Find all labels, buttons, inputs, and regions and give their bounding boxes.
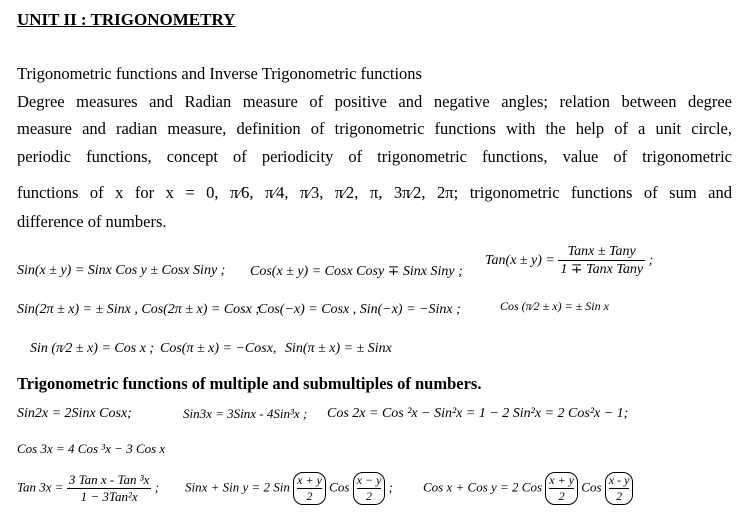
- tan3x-end: ;: [154, 479, 160, 495]
- formula-sin2x: Sin2x = 2Sinx Cosx;: [17, 406, 132, 421]
- cos-sum-arg1: [545, 472, 578, 505]
- tan3x-denominator: 1 − 3Tan²x: [80, 489, 138, 504]
- formula-sin3x: Sin3x = 3Sinx - 4Sin³x ;: [183, 406, 308, 421]
- cos-sum-arg2: [605, 472, 634, 505]
- sin-sum-arg2-num: x − y: [356, 473, 382, 487]
- intro-line-4: periodic functions, concept of periodicity of trigonometric functions, value of trigonometric: [17, 147, 732, 166]
- formula-2pi: Sin(2π ± x) = ± Sinx , Cos(2π ± x) = Cosx ;: [17, 302, 260, 317]
- formula-negative: Cos(−x) = Cosx , Sin(−x) = −Sinx ;: [258, 302, 461, 317]
- formula-cos2x: Cos 2x = Cos ²x − Sin²x = 1 − 2 Sin²x = 2 Cos²x − 1;: [327, 406, 629, 421]
- tan3x-fraction: [67, 472, 152, 505]
- sin-sum-arg1-den: 2: [306, 489, 313, 503]
- cos-sum-lhs: Cos x + Cos y = 2 Cos: [423, 479, 543, 495]
- intro-line-1: Trigonometric functions and Inverse Trigonometric functions: [17, 64, 422, 83]
- tan3x-lhs: Tan 3x =: [17, 479, 64, 495]
- formula-tan-sum: [485, 244, 653, 278]
- sin-sum-arg2-den: 2: [366, 489, 373, 503]
- tan-sum-lhs: Tan(x ± y) =: [485, 253, 555, 269]
- formula-cos-pi: Cos(π ± x) = −Cosx,: [160, 341, 277, 356]
- tan-sum-fraction: [558, 244, 645, 278]
- cos-sum-cos: Cos: [581, 479, 602, 495]
- formula-sin-sum-product: [185, 472, 393, 505]
- tan-sum-numerator: Tanx ± Tany: [558, 244, 645, 261]
- formula-cos3x: Cos 3x = 4 Cos ³x − 3 Cos x: [17, 441, 166, 456]
- intro-line-2: Degree measures and Radian measure of positive and negative angles; relation between degree: [17, 92, 732, 111]
- tan-sum-denominator: 1 ∓ Tanx Tany: [560, 262, 644, 277]
- formula-sin-half-pi: Sin (π⁄2 ± x) = Cos x ;: [30, 341, 155, 356]
- formula-tan3x: [17, 472, 159, 505]
- cos-sum-arg2-num: x - y: [608, 473, 630, 487]
- formula-sin-pi: Sin(π ± x) = ± Sinx: [285, 341, 392, 356]
- formula-sin-sum: Sin(x ± y) = Sinx Cos y ± Cosx Siny ;: [17, 263, 226, 278]
- sin-sum-arg2: [353, 472, 386, 505]
- cos-sum-arg1-den: 2: [558, 489, 565, 503]
- unit-title: UNIT II : TRIGONOMETRY: [17, 10, 236, 29]
- section-heading: Trigonometric functions of multiple and submultiples of numbers.: [17, 374, 482, 393]
- intro-line-3: measure and radian measure, definition of trigonometric functions with the help of a unit circle,: [17, 119, 732, 138]
- sin-sum-arg1: [293, 472, 326, 505]
- sin-sum-end: ;: [388, 479, 393, 495]
- sin-sum-cos: Cos: [329, 479, 350, 495]
- cos-sum-arg2-den: 2: [616, 489, 623, 503]
- intro-line-6: difference of numbers.: [17, 212, 167, 231]
- intro-line-5: functions of x for x = 0, π⁄6, π⁄4, π⁄3, π⁄2, π, 3π⁄2, 2π; trigonometric functions of sum and: [17, 183, 732, 202]
- formula-cos-sum: Cos(x ± y) = Cosx Cosy ∓ Sinx Siny ;: [250, 264, 463, 279]
- cos-sum-arg1-num: x + y: [549, 473, 575, 487]
- tan3x-numerator: 3 Tan x - Tan ³x: [68, 472, 150, 487]
- formula-cos-sum-product: [423, 472, 633, 505]
- formula-cos-half-pi: Cos (π⁄2 ± x) = ± Sin x: [500, 299, 609, 313]
- sin-sum-arg1-num: x + y: [297, 473, 322, 487]
- sin-sum-lhs: Sinx + Sin y = 2 Sin: [185, 479, 290, 495]
- tan-sum-end: ;: [648, 253, 654, 269]
